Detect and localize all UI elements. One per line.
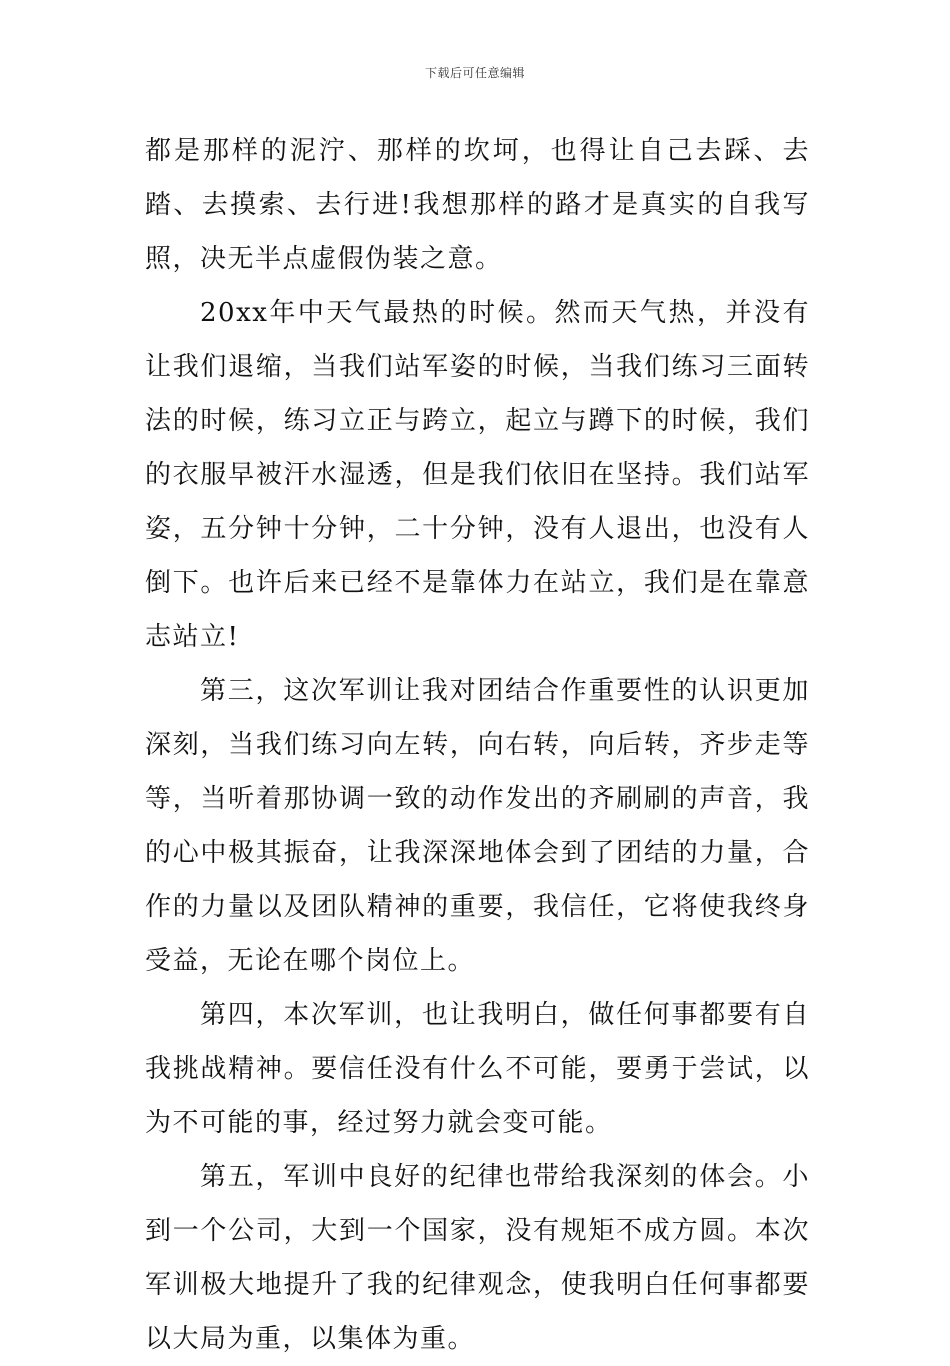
paragraph-4: 第四，本次军训，也让我明白，做任何事都要有自我挑战精神。要信任没有什么不可能，要勇于尝试，以为不可能的事，经过努力就会变可能。	[145, 1000, 810, 1138]
paragraph-5: 第五，军训中良好的纪律也带给我深刻的体会。小到一个公司，大到一个国家，没有规矩不成方圆。本次军训极大地提升了我的纪律观念，使我明白任何事都要以大局为重，以集体为重。	[145, 1162, 810, 1354]
paragraph-3: 第三，这次军训让我对团结合作重要性的认识更加深刻，当我们练习向左转，向右转，向后转，齐步走等等，当听着那协调一致的动作发出的齐刷刷的声音，我的心中极其振奋，让我深深地体会到了团结的力量，合作的力量以及团队精神的重要，我信任，它将使我终身受益，无论在哪个岗位上。	[145, 676, 810, 976]
page-header: 下载后可任意编辑	[424, 66, 525, 80]
document-body	[145, 124, 810, 1366]
paragraph-2: 20xx年中天气最热的时候。然而天气热，并没有让我们退缩，当我们站军姿的时候，当我们练习三面转法的时候，练习立正与跨立，起立与蹲下的时候，我们的衣服早被汗水湿透，但是我们依旧在坚持。我们站军姿，五分钟十分钟，二十分钟，没有人退出，也没有人倒下。也许后来已经不是靠体力在站立，我们是在靠意志站立!	[145, 298, 810, 652]
paragraph-1: 都是那样的泥泞、那样的坎坷，也得让自己去踩、去踏、去摸索、去行进!我想那样的路才是真实的自我写照，决无半点虚假伪装之意。	[145, 136, 810, 274]
